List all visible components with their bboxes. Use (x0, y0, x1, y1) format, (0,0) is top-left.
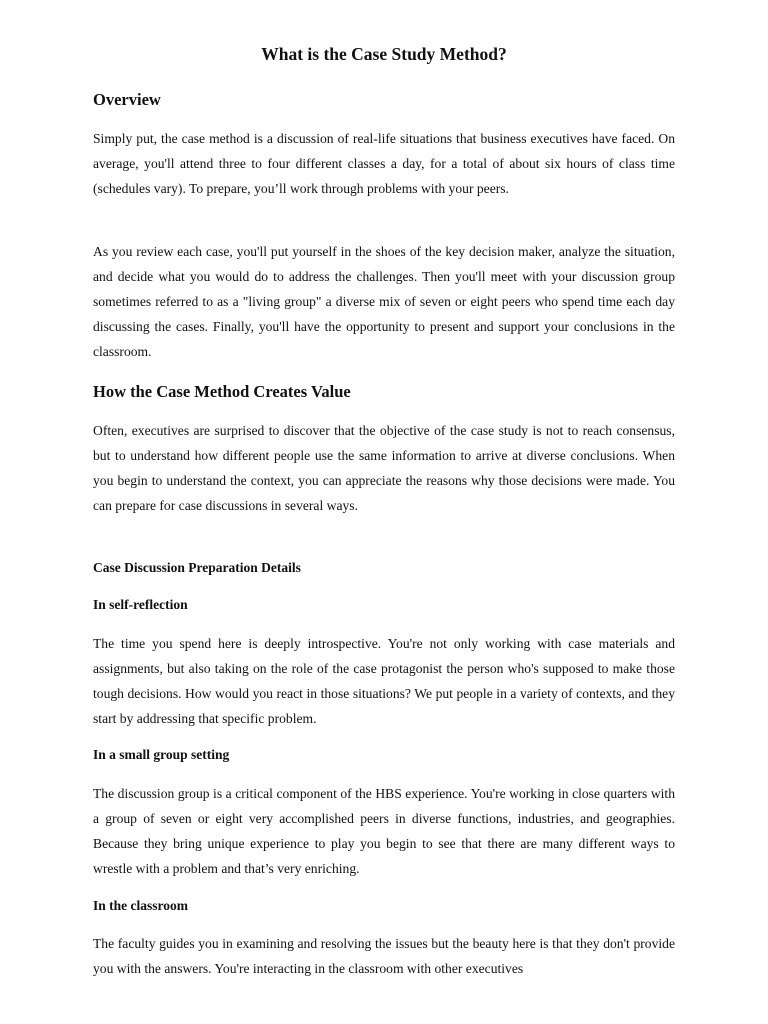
small-group-heading: In a small group setting (93, 747, 230, 762)
document-title: What is the Case Study Method? (261, 44, 507, 64)
small-group-paragraph: The discussion group is a critical component of the HBS experience. You're working in close quarters with a group of seven or eight very accomplished peers in diverse functions, industries, and geographies. Because they bring unique experience to play you begin to see that there are many different ways to wrestle with a problem and that’s very enriching. (93, 786, 675, 876)
overview-paragraph-2: As you review each case, you'll put yourself in the shoes of the key decision maker, analyze the situation, and decide what you would do to address the challenges. Then you'll meet with your discussion group sometimes referred to as a "living group" a diverse mix of seven or eight peers who spend time each day discussing the cases. Finally, you'll have the opportunity to present and support your conclusions in the classroom. (93, 244, 675, 359)
classroom-paragraph: The faculty guides you in examining and resolving the issues but the beauty here is that they don't provide you with the answers. You're interacting in the classroom with other executives (93, 936, 675, 976)
value-paragraph: Often, executives are surprised to discover that the objective of the case study is not to reach consensus, but to understand how different people use the same information to arrive at diverse conclusions. When you begin to understand the context, you can appreciate the reasons why those decisions were made. You can prepare for case discussions in several ways. (93, 423, 675, 513)
classroom-heading: In the classroom (93, 898, 189, 913)
overview-paragraph-1: Simply put, the case method is a discussion of real-life situations that business executives have faced. On average, you'll attend three to four different classes a day, for a total of about six hours of class time (schedules vary). To prepare, you’ll work through problems with your peers. (93, 131, 675, 196)
prep-heading: Case Discussion Preparation Details (93, 560, 301, 575)
value-heading: How the Case Method Creates Value (93, 382, 351, 401)
self-reflection-paragraph: The time you spend here is deeply introspective. You're not only working with case materials and assignments, but also taking on the role of the case protagonist the person who's supposed to make those tough decisions. How would you react in those situations? We put people in a variety of contexts, and they start by addressing that specific problem. (93, 636, 675, 726)
overview-heading: Overview (93, 90, 161, 109)
self-reflection-heading: In self-reflection (93, 597, 188, 612)
